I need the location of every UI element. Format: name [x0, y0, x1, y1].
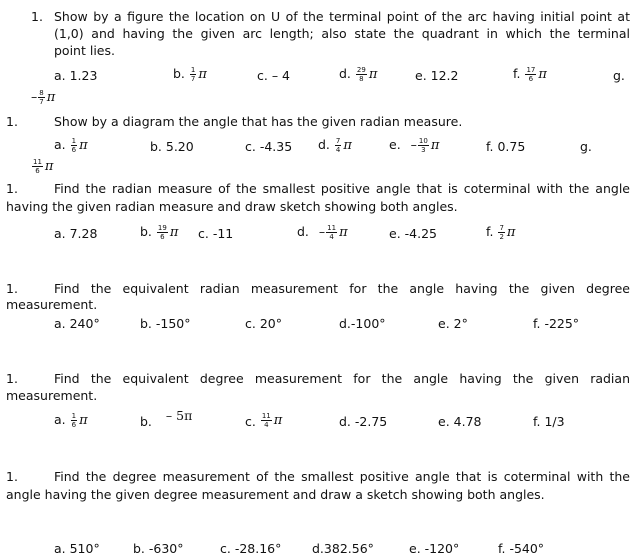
- q1-item-d: d. $\frac{29}{8}$ π: [339, 66, 378, 83]
- q5-item-e: e. 4.78: [438, 414, 482, 429]
- q4-item-d: d.-100°: [339, 316, 386, 331]
- q5-number: 1.: [6, 371, 18, 386]
- q5-item-b: b. – 5π: [140, 408, 193, 429]
- q2-item-e: e. – $\frac{10}{3}$ π: [389, 137, 440, 154]
- q5-item-c: c. $\frac{11}{4}$ π: [245, 412, 283, 429]
- q4-item-a: a. 240°: [54, 316, 100, 331]
- q3-item-f: f. $\frac{7}{2}$ π: [486, 224, 516, 241]
- q2-item-f: f. 0.75: [486, 139, 526, 154]
- q5-item-f: f. 1/3: [533, 414, 565, 429]
- q4-text-line2: measurement.: [6, 297, 98, 312]
- q6-number: 1.: [6, 469, 18, 484]
- q3-number: 1.: [6, 181, 18, 196]
- q2-number: 1.: [6, 114, 18, 129]
- q1-item-g-value: – $\frac{8}{7}$ π: [31, 89, 56, 106]
- q2-item-c: c. -4.35: [245, 139, 293, 154]
- q4-item-e: e. 2°: [438, 316, 468, 331]
- q3-item-b: b. $\frac{19}{6}$ π: [140, 224, 179, 241]
- q1-text-line1: Show by a figure the location on U of the terminal point of the arc having initial point at: [54, 9, 630, 24]
- q4-number: 1.: [6, 281, 18, 296]
- q5-item-a: a. $\frac{1}{6}$ π: [54, 412, 88, 429]
- q1-item-b: b. $\frac{1}{7}$ π: [173, 66, 207, 83]
- q2-item-g-value: $\frac{11}{6}$ π: [33, 158, 54, 175]
- q5-item-d: d. -2.75: [339, 414, 388, 429]
- q2-item-a: a. $\frac{1}{6}$ π: [54, 137, 88, 154]
- q1-item-a: a. 1.23: [54, 68, 98, 83]
- q4-item-b: b. -150°: [140, 316, 191, 331]
- q1-text-line3: point lies.: [54, 43, 115, 58]
- q6-item-e: e. -120°: [409, 541, 460, 556]
- q6-text-line1: Find the degree measurement of the smallest positive angle that is coterminal with the: [54, 469, 630, 484]
- q1-item-e: e. 12.2: [415, 68, 459, 83]
- q3-item-d: d. – $\frac{11}{4}$ π: [297, 224, 348, 241]
- q3-text-line1: Find the radian measure of the smallest positive angle that is coterminal with the angle: [54, 181, 630, 196]
- q2-item-g-label: g.: [580, 139, 592, 154]
- q2-text: Show by a diagram the angle that has the given radian measure.: [54, 114, 463, 129]
- q6-item-b: b. -630°: [133, 541, 184, 556]
- q5-text-line1: Find the equivalent degree measurement for the angle having the given radian: [54, 371, 630, 386]
- q2-item-b: b. 5.20: [150, 139, 194, 154]
- q1-item-c: c. – 4: [257, 68, 290, 83]
- q1-text-line2: (1,0) and having the given arc length; also state the quadrant in which the terminal: [54, 26, 630, 41]
- q6-item-d: d.382.56°: [312, 541, 374, 556]
- q1-number: 1.: [31, 9, 43, 24]
- q4-text-line1: Find the equivalent radian measurement for the angle having the given degree: [54, 281, 630, 296]
- q4-item-c: c. 20°: [245, 316, 282, 331]
- q3-text-line2: having the given radian measure and draw sketch showing both angles.: [6, 199, 458, 214]
- q6-item-f: f. -540°: [498, 541, 545, 556]
- q3-item-a: a. 7.28: [54, 226, 98, 241]
- q6-item-c: c. -28.16°: [220, 541, 282, 556]
- q1-item-g-label: g.: [613, 68, 625, 83]
- q3-item-e: e. -4.25: [389, 226, 437, 241]
- q5-text-line2: measurement.: [6, 388, 98, 403]
- q6-item-a: a. 510°: [54, 541, 100, 556]
- q3-item-c: c. -11: [198, 226, 234, 241]
- q2-item-d: d. $\frac{7}{4}$ π: [318, 137, 352, 154]
- q6-text-line2: angle having the given degree measurement and draw a sketch showing both angles.: [6, 487, 545, 502]
- q1-item-f: f. $\frac{17}{6}$ π: [513, 66, 547, 83]
- q4-item-f: f. -225°: [533, 316, 580, 331]
